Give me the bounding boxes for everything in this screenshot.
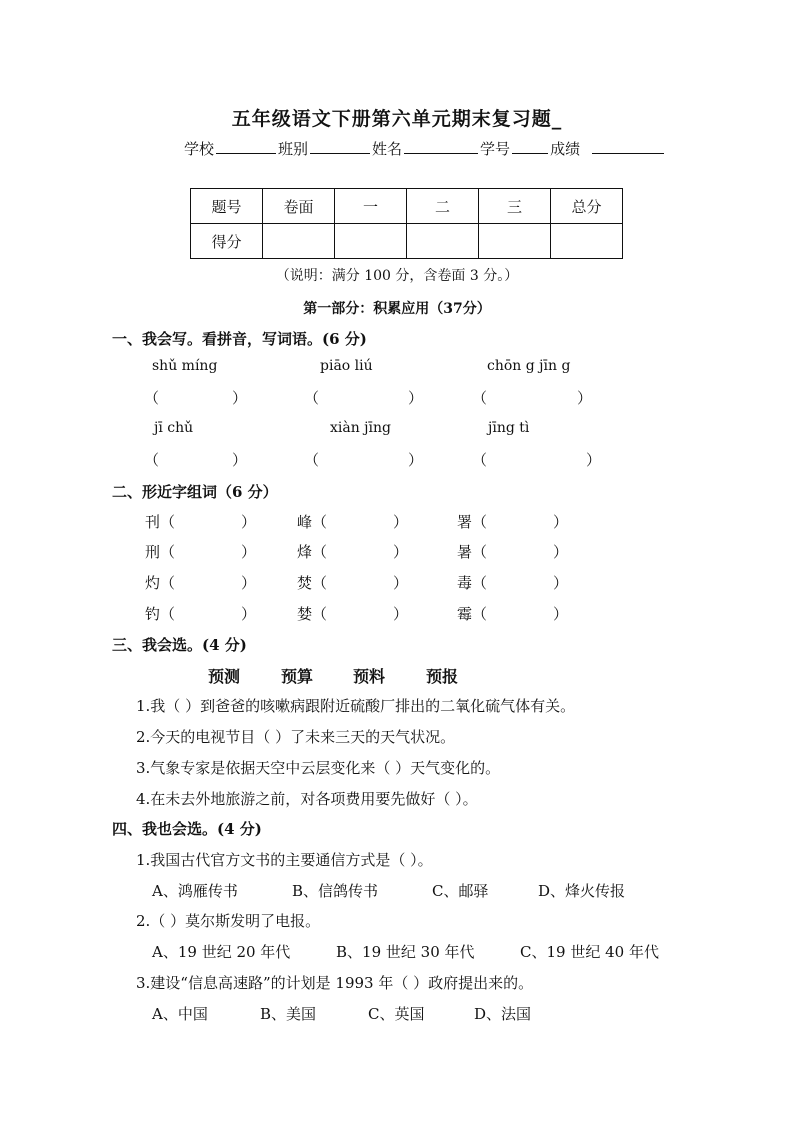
char-item	[297, 603, 408, 624]
char: 婪	[297, 605, 313, 623]
char-item	[457, 572, 568, 593]
paren: （	[472, 605, 488, 623]
paren: ）	[393, 605, 409, 623]
paren: （	[160, 513, 176, 531]
question-item: 1.我（ ）到爸爸的咳嗽病跟附近硫酸厂排出的二氧化硫气体有关。	[136, 697, 576, 715]
choice-option[interactable]: C、邮驿	[432, 882, 489, 900]
char-item	[145, 511, 256, 532]
choice-option[interactable]: A、19 世纪 20 年代	[152, 943, 291, 961]
option-word: 预算	[281, 667, 314, 686]
char-item	[297, 572, 408, 593]
school-label: 学校	[184, 140, 215, 158]
section2-title: 二、形近字组词（6 分）	[112, 483, 278, 501]
row-label-cell: 得分	[191, 224, 263, 259]
score-table	[190, 188, 623, 259]
class-blank[interactable]	[310, 139, 370, 154]
score-cell[interactable]	[263, 224, 335, 259]
student-info-line	[184, 138, 666, 159]
char-item	[457, 603, 568, 624]
name-label: 姓名	[372, 140, 403, 158]
pinyin-2: piāo liú	[320, 358, 373, 374]
answer-close-paren: ）	[232, 389, 248, 407]
option-word: 预报	[426, 667, 459, 686]
paren: （	[312, 513, 328, 531]
paren: ）	[241, 574, 257, 592]
choice-option[interactable]: B、信鸽传书	[292, 882, 379, 900]
pinyin-5: xiàn jīng	[330, 420, 391, 436]
name-blank[interactable]	[404, 139, 478, 154]
paren: （	[312, 605, 328, 623]
pinyin-1: shǔ míng	[152, 358, 218, 374]
char: 烽	[297, 543, 313, 561]
char: 钓	[145, 605, 161, 623]
header-cell: 三	[479, 189, 551, 224]
header-cell: 总分	[551, 189, 623, 224]
class-label: 班别	[278, 140, 309, 158]
option-word: 预测	[208, 667, 241, 686]
question-item: 3.气象专家是依据天空中云层变化来（ ）天气变化的。	[136, 759, 501, 777]
section4-title: 四、我也会选。(4 分)	[112, 820, 262, 838]
paren: （	[160, 543, 176, 561]
number-label: 学号	[480, 140, 511, 158]
choice-option[interactable]: D、法国	[474, 1005, 532, 1023]
score-cell[interactable]	[479, 224, 551, 259]
choice-option[interactable]: B、美国	[260, 1005, 317, 1023]
paren: （	[312, 543, 328, 561]
page-title: 五年级语文下册第六单元期末复习题_	[231, 108, 563, 130]
paren: （	[160, 574, 176, 592]
section1-title: 一、我会写。看拼音，写词语。(6 分)	[112, 330, 367, 348]
char: 毒	[457, 574, 473, 592]
paren: （	[312, 574, 328, 592]
paren: ）	[241, 543, 257, 561]
paren: ）	[553, 574, 569, 592]
score-table-header-row	[191, 189, 623, 224]
section3-title: 三、我会选。(4 分)	[112, 636, 247, 654]
pinyin-6: jīng tì	[488, 420, 530, 436]
answer-close-paren: ）	[577, 389, 593, 407]
paren: ）	[553, 543, 569, 561]
score-cell[interactable]	[551, 224, 623, 259]
answer-close-paren: ）	[408, 451, 424, 469]
char: 灼	[145, 574, 161, 592]
answer-open-paren: （	[472, 451, 488, 469]
answer-open-paren: （	[472, 389, 488, 407]
char: 焚	[297, 574, 313, 592]
char-item	[145, 572, 256, 593]
question-2: 2.（ ）莫尔斯发明了电报。	[136, 912, 321, 930]
paren: ）	[241, 513, 257, 531]
char-item	[297, 511, 408, 532]
pinyin-3: chōn g jīn g	[487, 358, 571, 374]
char-item	[145, 541, 256, 562]
choice-option[interactable]: D、烽火传报	[538, 882, 626, 900]
char: 峰	[297, 513, 313, 531]
char-item	[297, 541, 408, 562]
paren: ）	[241, 605, 257, 623]
question-1: 1.我国古代官方文书的主要通信方式是（ ）。	[136, 851, 433, 869]
char: 暑	[457, 543, 473, 561]
answer-close-paren: ）	[586, 451, 602, 469]
header-cell: 二	[407, 189, 479, 224]
question-item: 4.在未去外地旅游之前，对各项费用要先做好（ ）。	[136, 790, 478, 808]
header-cell: 题号	[191, 189, 263, 224]
answer-close-paren: ）	[408, 389, 424, 407]
part1-title: 第一部分：积累应用（37分）	[303, 301, 491, 317]
answer-close-paren: ）	[232, 451, 248, 469]
score-label: 成绩	[550, 140, 581, 158]
paren: （	[472, 543, 488, 561]
paren: （	[472, 574, 488, 592]
char: 刊	[145, 513, 161, 531]
char: 署	[457, 513, 473, 531]
score-cell[interactable]	[407, 224, 479, 259]
number-blank[interactable]	[512, 139, 548, 154]
answer-open-paren: （	[144, 389, 160, 407]
char: 刑	[145, 543, 161, 561]
paren: （	[472, 513, 488, 531]
char: 霉	[457, 605, 473, 623]
option-word: 预料	[353, 667, 386, 686]
question-item: 2.今天的电视节目（ ）了未来三天的天气状况。	[136, 728, 456, 746]
score-note: （说明：满分 100 分，含卷面 3 分。）	[275, 268, 519, 284]
school-blank[interactable]	[216, 139, 276, 154]
choice-option[interactable]: A、鸿雁传书	[152, 882, 238, 900]
score-blank[interactable]	[592, 139, 664, 154]
answer-open-paren: （	[304, 389, 320, 407]
pinyin-4: jī chǔ	[154, 420, 194, 436]
paren: （	[160, 605, 176, 623]
paren: ）	[393, 543, 409, 561]
char-item	[457, 541, 568, 562]
paren: ）	[553, 605, 569, 623]
header-cell: 卷面	[263, 189, 335, 224]
answer-open-paren: （	[144, 451, 160, 469]
char-item	[457, 511, 568, 532]
question-3: 3.建设“信息高速路”的计划是 1993 年（ ）政府提出来的。	[136, 974, 534, 992]
score-cell[interactable]	[335, 224, 407, 259]
score-table-score-row	[191, 224, 623, 259]
paren: ）	[393, 513, 409, 531]
answer-open-paren: （	[304, 451, 320, 469]
char-item	[145, 603, 256, 624]
paren: ）	[393, 574, 409, 592]
paren: ）	[553, 513, 569, 531]
choice-option[interactable]: C、19 世纪 40 年代	[520, 943, 659, 961]
header-cell: 一	[335, 189, 407, 224]
choice-option[interactable]: A、中国	[152, 1005, 208, 1023]
choice-option[interactable]: C、英国	[368, 1005, 425, 1023]
choice-option[interactable]: B、19 世纪 30 年代	[336, 943, 475, 961]
